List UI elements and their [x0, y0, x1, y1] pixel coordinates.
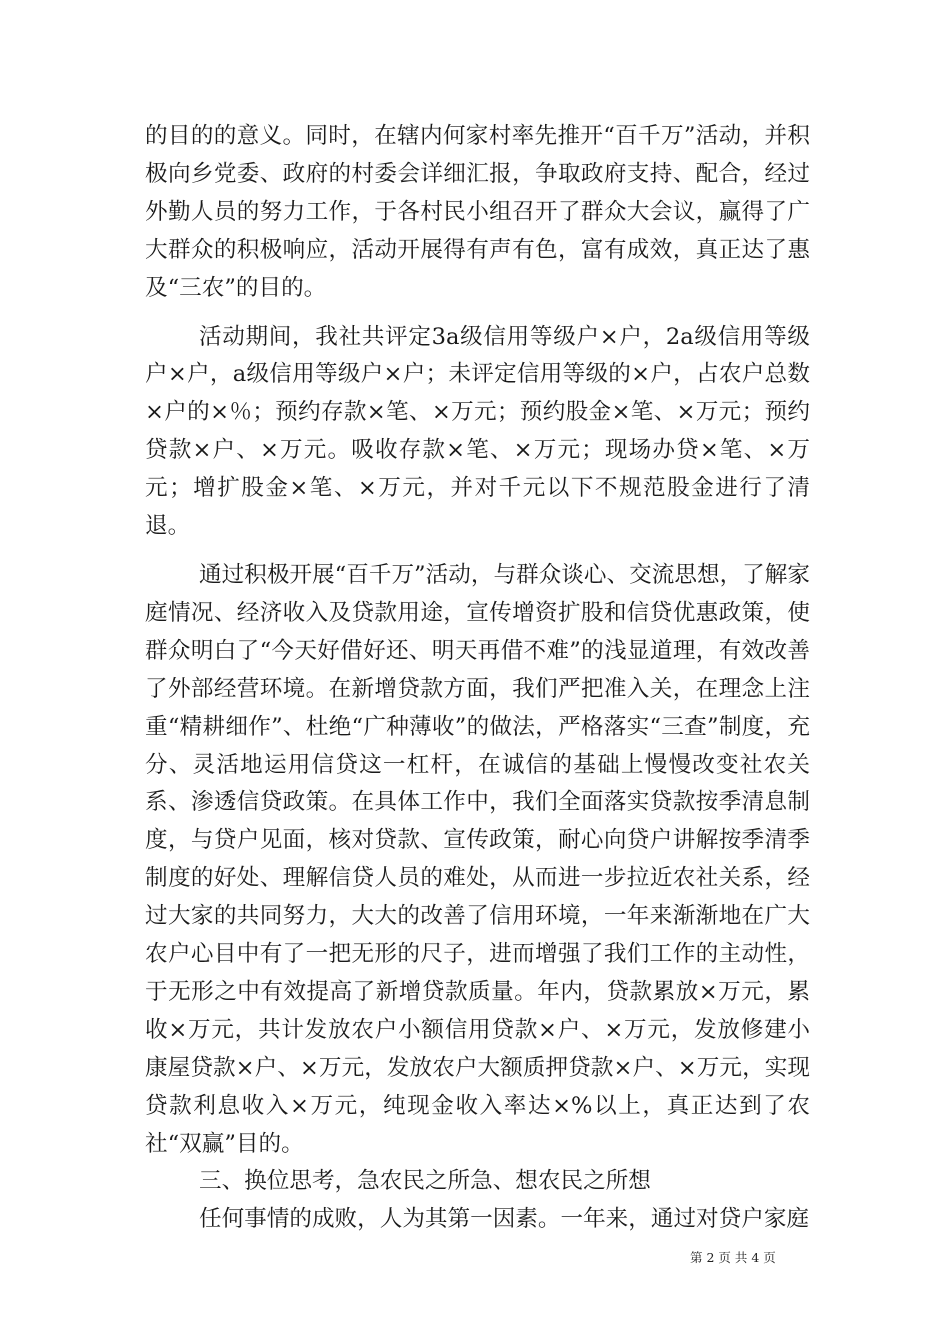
paragraph-3: 通过积极开展“百千万”活动，与群众谈心、交流思想，了解家庭情况、经济收入及贷款用途，宣传增资扩股和信贷优惠政策，使群众明白了“今天好借好还、明天再借不难”的浅显道理，有效改善了外部经营环境。在新增贷款方面，我们严把准入关，在理念上注重“精耕细作”、杜绝“广种薄收”的做法，严格落实“三查”制度，充分、灵活地运用信贷这一杠杆，在诚信的基础上慢慢改变社农关系、渗透信贷政策。在具体工作中，我们全面落实贷款按季清息制度，与贷户见面，核对贷款、宣传政策，耐心向贷户讲解按季清季制度的好处、理解信贷人员的难处，从而进一步拉近农社关系，经过大家的共同努力，大大的改善了信用环境，一年来渐渐地在广大农户心目中有了一把无形的尺子，进而增强了我们工作的主动性，于无形之中有效提高了新增贷款质量。年内，贷款累放×万元，累收×万元，共计发放农户小额信用贷款×户、×万元，发放修建小康屋贷款×户、×万元，发放农户大额质押贷款×户、×万元，实现贷款利息收入×万元，纯现金收入率达×%以上，真正达到了农社“双赢”目的。: [145, 561, 810, 1157]
section-heading: 三、换位思考，急农民之所急、想农民之所想: [199, 1168, 651, 1195]
document-body: [145, 118, 810, 1239]
paragraph-2: 活动期间，我社共评定3a级信用等级户×户，2a级信用等级户×户，a级信用等级户×户；未评定信用等级的×户，占农户总数×户的×％；预约存款×笔、×万元；预约股金×笔、×万元；预约贷款×户、×万元。吸收存款×笔、×万元；现场办贷×笔、×万元；增扩股金×笔、×万元，并对千元以下不规范股金进行了清退。: [145, 323, 810, 540]
paragraph-4: 任何事情的成败，人为其第一因素。一年来，通过对贷户家庭: [199, 1206, 810, 1233]
paragraph-1: 的目的的意义。同时，在辖内何家村率先推开“百千万”活动，并积极向乡党委、政府的村委会详细汇报，争取政府支持、配合，经过外勤人员的努力工作，于各村民小组召开了群众大会议，赢得了广大群众的积极响应，活动开展得有声有色，富有成效，真正达了惠及“三农”的目的。: [145, 123, 810, 301]
page-number: 第 2 页 共 4 页: [690, 1250, 776, 1265]
